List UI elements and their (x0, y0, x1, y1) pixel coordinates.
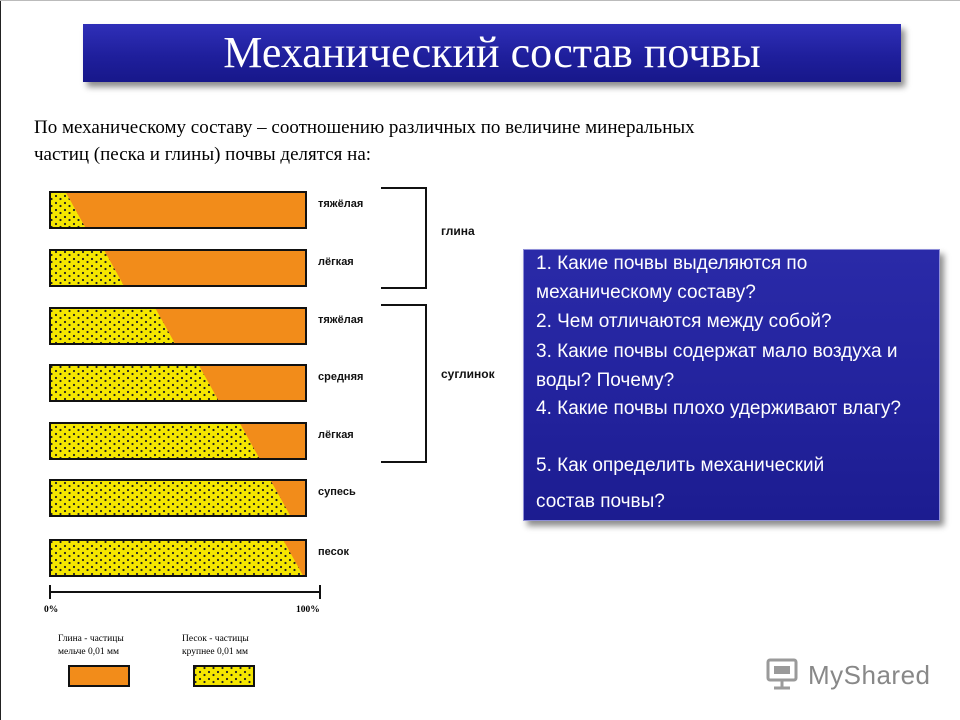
bar-label: лёгкая (318, 429, 354, 441)
questions-box (523, 249, 940, 521)
soil-bar (50, 480, 356, 516)
soil-composition-diagram (36, 180, 516, 695)
legend-clay-line1: Глина - частицы (58, 634, 124, 644)
legend-clay-line2: мельче 0,01 мм (58, 647, 119, 657)
clay-bracket (381, 188, 426, 288)
bar-label: супесь (318, 486, 356, 498)
question-1: 1. Какие почвы выделяются по механическому составу? (536, 253, 808, 303)
sand-fill (50, 365, 219, 401)
soil-bar (50, 423, 354, 459)
bars-layer (50, 192, 363, 576)
intro-text (34, 114, 894, 168)
clay-fill (50, 192, 306, 228)
bar-label: песок (318, 546, 349, 558)
loam-bracket (381, 305, 426, 462)
question-4: 4. Какие почвы плохо удерживают влагу? (536, 398, 901, 419)
question-2: 2. Чем отличаются между собой? (536, 311, 832, 332)
bar-label: лёгкая (318, 256, 354, 268)
sand-fill (50, 423, 260, 459)
soil-bar (50, 250, 354, 286)
bar-label: средняя (318, 371, 364, 383)
watermark-text: MyShared (808, 660, 931, 690)
group-label-clay: глина (441, 224, 475, 238)
legend-sand-swatch (194, 666, 254, 686)
bar-label: тяжёлая (318, 198, 364, 210)
legend-clay-swatch (69, 666, 129, 686)
presentation-screen-icon (764, 656, 804, 692)
bar-label: тяжёлая (318, 314, 364, 326)
slide-title: Механический состав почвы (223, 28, 761, 77)
sand-fill (50, 480, 290, 516)
soil-bar (50, 540, 349, 576)
question-5: 5. Как определить механический (536, 455, 825, 476)
slide-frame-left (0, 0, 1, 720)
legend-sand-line1: Песок - частицы (182, 634, 249, 644)
soil-bar (50, 365, 363, 401)
soil-bar (50, 308, 363, 344)
group-label-loam: суглинок (441, 367, 495, 381)
sand-fill (50, 540, 303, 576)
axis-label-start: 0% (44, 605, 59, 615)
intro-line-1: По механическому составу – соотношению различных по величине минеральных (34, 117, 695, 138)
sand-fill (50, 308, 175, 344)
slide-frame-top (0, 0, 960, 1)
question-3: 3. Какие почвы содержат мало воздуха и воды? Почему? (536, 341, 898, 391)
legend-sand-line2: крупнее 0,01 мм (182, 647, 248, 657)
axis-label-end: 100% (296, 605, 320, 615)
intro-line-2: частиц (песка и глины) почвы делятся на: (34, 144, 372, 165)
soil-bar (50, 192, 363, 228)
question-5-cont: состав почвы? (536, 491, 665, 512)
